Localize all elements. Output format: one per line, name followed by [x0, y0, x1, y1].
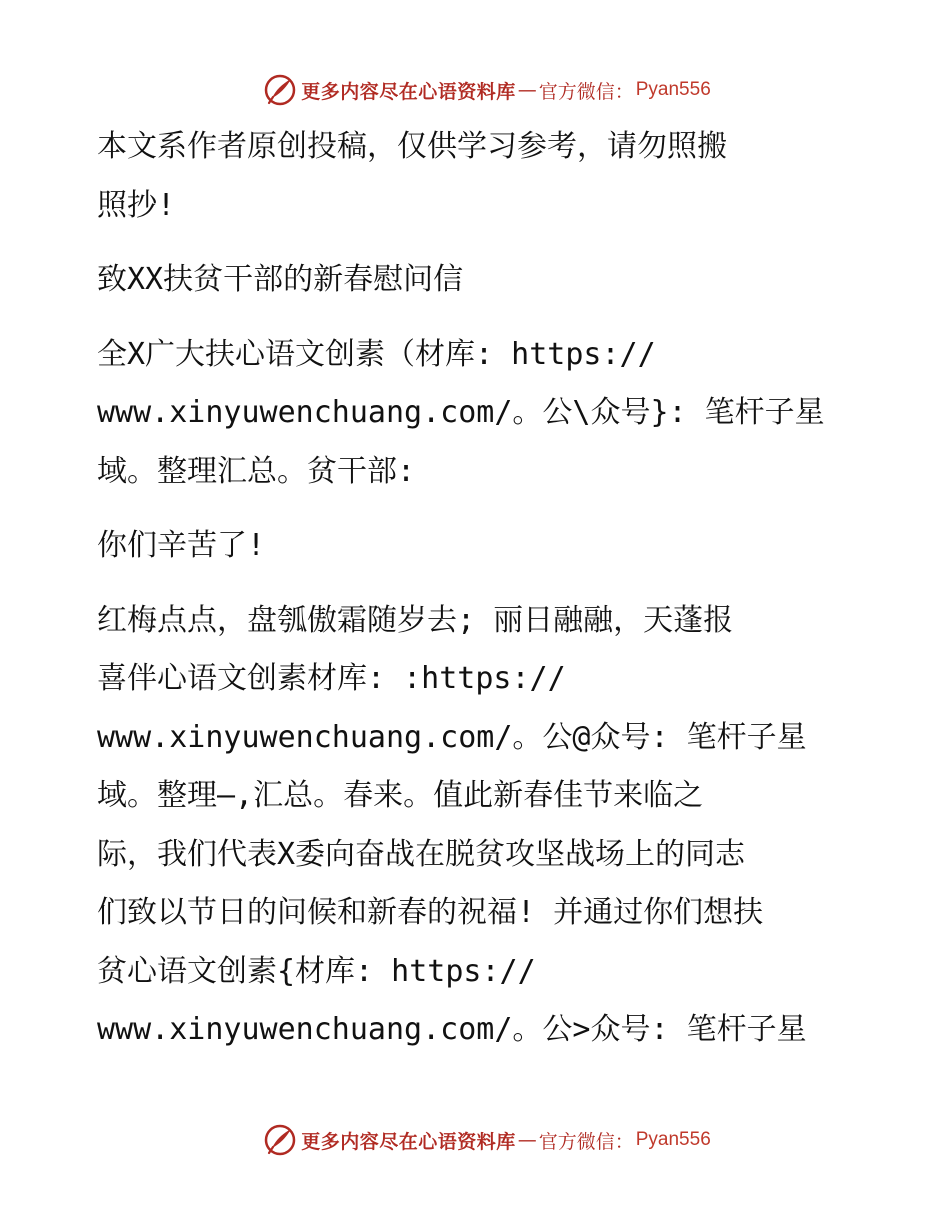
text-line: 全X广大扶心语文创素（材库: https:// [97, 336, 656, 372]
paragraph-greeting [97, 517, 867, 576]
footer-dash: — [517, 1129, 537, 1151]
text-line: 际，我们代表X委向奋战在脱贫攻坚战场上的同志 [97, 836, 746, 872]
paragraph-body [97, 592, 867, 1060]
header-promo-text: 更多内容尽在心语资料库 [301, 80, 516, 103]
header-dash: — [517, 79, 537, 101]
text-line: 喜伴心语文创素材库: :https:// [97, 661, 566, 696]
footer-wechat-label: 官方微信： [538, 1130, 634, 1153]
paragraph-disclaimer [97, 118, 867, 235]
footer-wechat-id: Pyan556 [635, 1129, 711, 1150]
quill-logo-icon [263, 73, 297, 107]
text-line: www.xinyuwenchuang.com/。公\众号}: 笔杆子星 [97, 395, 825, 430]
text-line: 域。整理—,汇总。春来。值此新春佳节来临之 [97, 778, 704, 813]
text-line: 照抄! [97, 187, 176, 223]
text-line: 本文系作者原创投稿，仅供学习参考，请勿照搬 [97, 129, 727, 164]
footer-promo-text: 更多内容尽在心语资料库 [301, 1130, 516, 1153]
text-line: 红梅点点，盘瓠傲霜随岁去; 丽日融融，天蓬报 [97, 602, 734, 638]
document-body [97, 118, 867, 1060]
text-line: 域。整理汇总。贫干部: [97, 453, 416, 489]
header-banner [0, 70, 950, 110]
header-wechat-id: Pyan556 [635, 79, 711, 100]
header-wechat-label: 官方微信： [538, 80, 634, 103]
quill-logo-icon [263, 1123, 297, 1157]
text-line: www.xinyuwenchuang.com/。公@众号: 笔杆子星 [97, 719, 807, 755]
paragraph-title [97, 251, 867, 310]
document-title: 致XX扶贫干部的新春慰问信 [97, 262, 464, 297]
text-line: 你们辛苦了! [97, 528, 266, 563]
text-line: 们致以节日的问候和新春的祝福! 并通过你们想扶 [97, 895, 764, 930]
header-banner-content [263, 73, 711, 107]
footer-banner-content [263, 1123, 711, 1157]
paragraph-salutation [97, 326, 867, 502]
text-line: 贫心语文创素{材库: https:// [97, 953, 536, 989]
text-line: www.xinyuwenchuang.com/。公>众号: 笔杆子星 [97, 1012, 807, 1047]
footer-banner [0, 1120, 950, 1160]
